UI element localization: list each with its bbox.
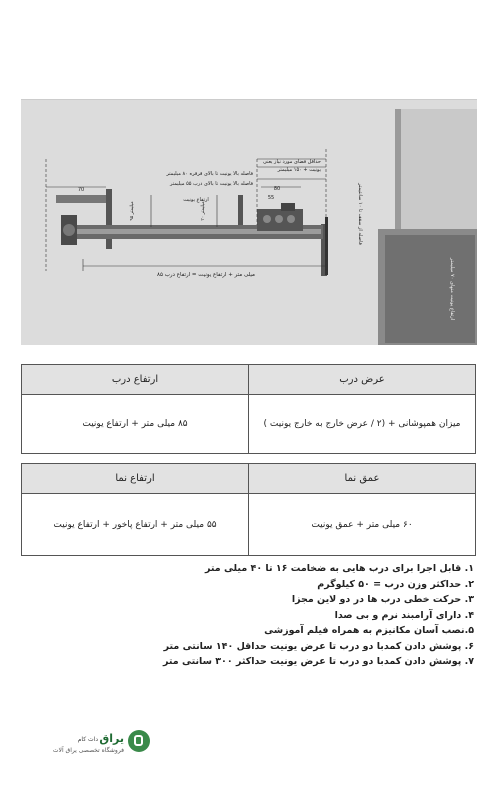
label-gap-80: فاصله بالا یونیت تا بالای قرقره ۸۰ میلیمتر (166, 171, 253, 177)
feature-notes (34, 561, 474, 670)
header-door-height: ارتفاع درب (22, 365, 249, 395)
label-side-2: ۳۰ میلیمتر (201, 201, 206, 221)
label-dim-55: 55 (267, 195, 275, 201)
label-cabinet-height: ارتفاع یونیت (183, 197, 209, 203)
label-door-height-formula: ۸۵ میلی متر + ارتفاع یونیت = ارتفاع درب (157, 272, 255, 278)
facade-size-table (21, 463, 476, 556)
label-max-unit-width: حداقل فضای مورد نیاز یعنی (262, 159, 321, 165)
label-dim-70: 70 (77, 187, 85, 193)
label-gap-55: فاصله بالا یونیت تا بالای درب ۵۵ میلیمتر (169, 181, 253, 187)
brand-name: یراق (99, 732, 124, 745)
note-item: ۶. پوشش دادن کمدبا دو درب تا عرض یونیت حداقل ۱۴۰ سانتی متر (163, 640, 474, 652)
value-door-height: ۸۵ میلی متر + ارتفاع یونیت (22, 395, 249, 454)
value-facade-height: ۵۵ میلی متر + ارتفاع پاخور + ارتفاع یونیت (22, 494, 249, 556)
brand-tagline: فروشگاه تخصصی یراق آلات (52, 747, 124, 754)
right-cabinet-inner (385, 235, 475, 343)
label-unit-plus-150: یونیت + ۱۵۰ میلیمتر (277, 167, 321, 173)
note-item: ۴. دارای آرامبند نرم و بی صدا (334, 609, 474, 621)
label-dim-80: 80 (273, 186, 281, 192)
label-side-1: ۹۵ میلیمتر (130, 201, 135, 221)
header-facade-height: ارتفاع نما (22, 464, 249, 494)
header-door-width: عرض درب (249, 365, 476, 395)
note-item: ۱. قابل اجرا برای درب هایی به ضخامت ۱۶ تا ۴۰ میلی متر (204, 563, 474, 574)
label-right-vertical-2: ارتفاع یونیت منهای ۷۰ میلیمتر (449, 257, 455, 321)
drawing-svg (21, 99, 477, 345)
header-facade-depth: عمق نما (249, 464, 476, 494)
note-item: ۳. حرکت خطی درب ها در دو لاین مجزا (291, 594, 474, 605)
lock-icon (128, 730, 150, 752)
brand-domain: دات کام (77, 736, 98, 743)
technical-drawing (21, 99, 477, 345)
door-size-table (21, 364, 476, 454)
note-item: ۲. حداکثر وزن درب = ۵۰ کیلوگرم (317, 578, 474, 590)
note-item: ۵.نصب آسان مکانیزم به همراه فیلم آموزشی (264, 625, 474, 636)
label-right-vertical: فاصله از سقف تا ۱۰ سانتیمتر (357, 183, 363, 245)
note-item: ۷. پوشش دادن کمدبا دو درب تا عرض یونیت حداکثر ۳۰۰ سانتی متر (163, 656, 474, 667)
value-door-width: میزان همپوشانی + (۲ / عرض خارج به خارج یونیت ) (249, 395, 476, 454)
top-board (56, 195, 106, 203)
brand-logo (40, 730, 150, 764)
value-facade-depth: ۶۰ میلی متر + عمق یونیت (249, 494, 476, 556)
